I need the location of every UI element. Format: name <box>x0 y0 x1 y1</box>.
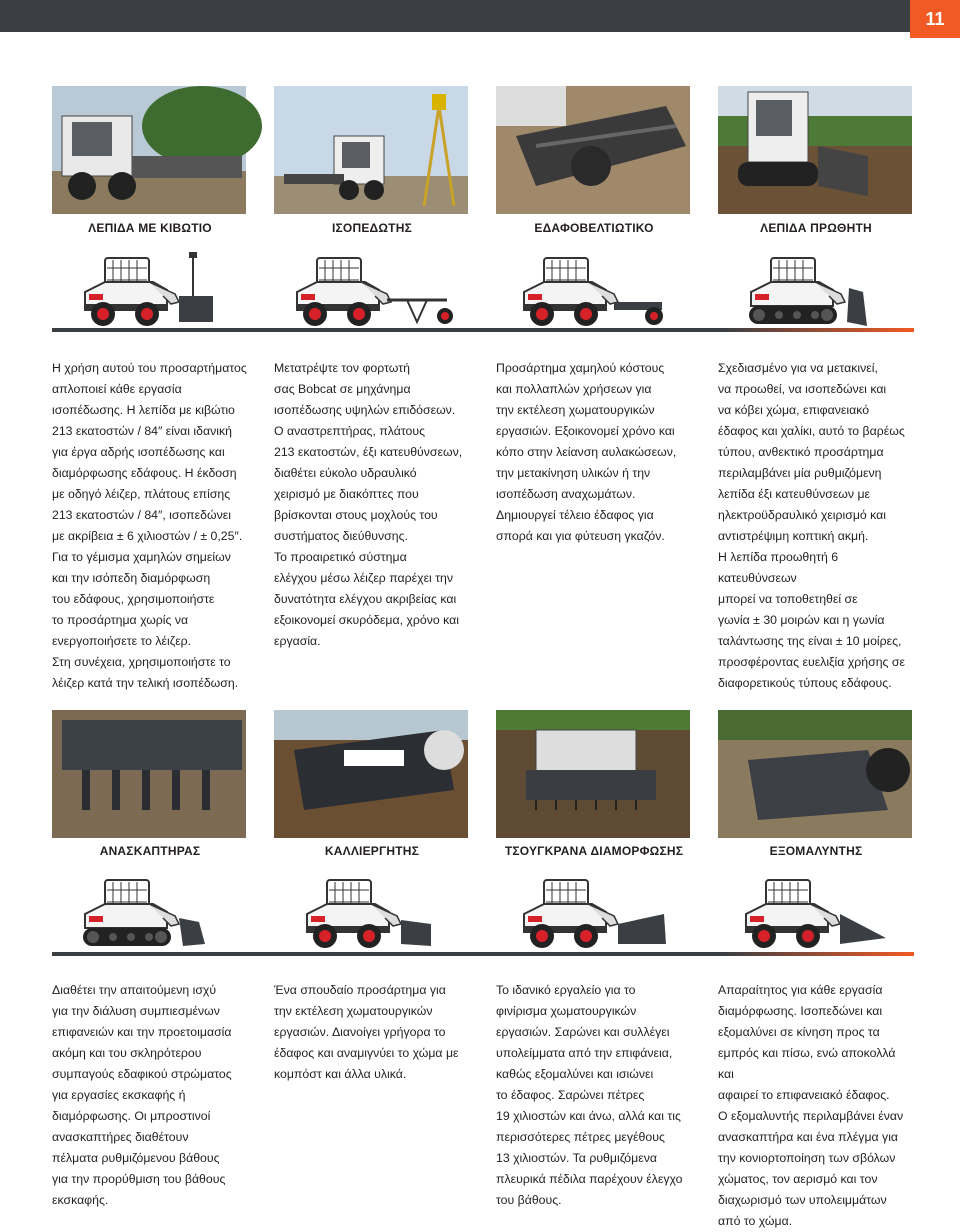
photo-soil-leveler <box>718 710 914 838</box>
text-landscape-rake: Το ιδανικό εργαλείο για το φινίρισμα χωματουργικών εργασιών. Σαρώνει και συλλέγει υπολείμματα από την επιφάνεια, καθώς εξομαλύνει και ισιώνει το έδαφος. Σαρώνει πέτρες 19 χιλιοστών και άνω, αλλά και τις περισσότερες πέτρες μεγέθους 13 χιλιοστών. Τα ρυθμιζόμενα πλευρικά πέδιλα παρέχουν έλεγχο του βάθους. <box>496 983 683 1207</box>
section1-text <box>52 358 914 694</box>
box-blade-photo <box>52 86 246 214</box>
label-cultivator: ΚΑΛΛΙΕΡΓΗΤΗΣ <box>324 844 420 858</box>
text-soil-leveler: Απαραίτητος για κάθε εργασία διαμόρφωσης. Ισοπεδώνει και εξομαλύνει σε κίνηση προς τα εμπρός και πίσω, ενώ αποκολλά και αφαιρεί το επιφανειακό έδαφος. Ο εξομαλυντής περιλαμβάνει έναν ανασκαπτήρα και ένα πλέγμα για την κονιορτοποίηση των σβόλων χώματος, τον αερισμό και τον διαχωρισμό των υπολειμμάτων από το χώμα. <box>718 983 904 1228</box>
landscape-rake-diagram <box>496 874 692 950</box>
grader-photo <box>274 86 468 214</box>
photo-landscape-rake <box>496 710 692 838</box>
grader-diagram <box>274 252 470 328</box>
label-soil-leveler: ΕΞΟΜΑΛΥΝΤΗΣ <box>769 844 863 858</box>
cultivator-photo <box>274 710 468 838</box>
text-tiller: Διαθέτει την απαιτούμενη ισχύ για την διάλυση συμπιεσμένων επιφανειών και την προετοιμασία ακόμη και του σκληρότερου συμπαγούς εδαφικού στρώματος για εργασίες εκσκαφής ή διαμόρφωσης. Οι μπροστινοί ανασκαπτήρες διαθέτουν πέλματα ρυθμιζόμενου βάθους για την προρύθμιση του βάθους εκσκαφής. <box>52 983 232 1207</box>
soil-leveler-diagram <box>718 874 914 950</box>
landscape-rake-photo <box>496 710 690 838</box>
text-dozer-blade: Σχεδιασμένο για να μετακινεί, να προωθεί, να ισοπεδώνει και να κόβει χώμα, επιφανειακό έδαφος και χαλίκι, αυτό το βαρέως τύπου, ανθεκτικό προσάρτημα περιλαμβάνει μία ρυθμιζόμενη λεπίδα έξι κατευθύνσεων με ηλεκτροϋδραυλικό χειρισμό και αντιστρέψιμη κοπτική ακμή. Η λεπίδα προωθητή 6 κατευθύνσεων μπορεί να τοποθετηθεί σε γωνία ± 30 μοιρών και η γωνία ταλάντωσης της είναι ± 10 μοίρες, προσφέροντας ευελιξία χρήσης σε διαφορετικούς τύπους εδάφους. <box>718 361 905 690</box>
text-cultivator: Ένα σπουδαίο προσάρτημα για την εκτέλεση χωματουργικών εργασιών. Διανοίγει γρήγορα το έδαφος και αναμιγνύει το χώμα με κομπόστ και άλλα υλικά. <box>274 983 459 1081</box>
label-dozer-blade: ΛΕΠΙΔΑ ΠΡΩΘΗΤΗ <box>760 221 872 235</box>
divider-1 <box>52 328 914 332</box>
section1-labels <box>52 221 914 235</box>
text-grader: Μετατρέψτε τον φορτωτή σας Bobcat σε μηχάνημα ισοπέδωσης υψηλών επιδόσεων. Ο αναστρεπτήρας, πλάτους 213 εκατοστών, έξι κατευθύνσεων, διαθέτει εύκολο υδραυλικό χειρισμό με διακόπτες που βρίσκονται στους μοχλούς του συστήματος διεύθυνσης. Το προαιρετικό σύστημα ελέγχου μέσω λέιζερ παρέχει την δυνατότητα ελέγχου ακριβείας και εξοικονομεί σκυρόδεμα, χρόνο και εργασία. <box>274 361 463 648</box>
photo-cultivator <box>274 710 470 838</box>
dozer-blade-photo <box>718 86 912 214</box>
label-soil-conditioner: ΕΔΑΦΟΒΕΛΤΙΩΤΙΚΟ <box>534 221 654 235</box>
section2-diagrams <box>52 874 914 950</box>
label-box-blade: ΛΕΠΙΔΑ ΜΕ ΚΙΒΩΤΙΟ <box>88 221 212 235</box>
section1-photos <box>52 86 914 214</box>
section2-labels <box>52 844 914 858</box>
page-number: 11 <box>910 0 960 38</box>
tiller-photo <box>52 710 246 838</box>
cultivator-diagram <box>274 874 470 950</box>
section2-text <box>52 980 914 1232</box>
text-box-blade: Η χρήση αυτού του προσαρτήματος απλοποιεί κάθε εργασία ισοπέδωσης. Η λεπίδα με κιβώτιο 213 εκατοστών / 84″ είναι ιδανική για έργα αδρής ισοπέδωσης και διαμόρφωσης εδάφους. Η έκδοση με οδηγό λέιζερ, πλάτους επίσης 213 εκατοστών / 84″, ισοπεδώνει με ακρίβεια ± 6 χιλιοστών / ± 0,25″. Για το γέμισμα χαμηλών σημείων και την ισόπεδη διαμόρφωση του εδάφους, χρησιμοποιήστε το προσάρτημα χωρίς να ενεργοποιήσετε το λέιζερ. Στη συνέχεια, χρησιμοποιήστε το λέιζερ κατά την τελική ισοπέδωση. <box>52 361 247 690</box>
divider-2 <box>52 952 914 956</box>
tiller-diagram <box>52 874 248 950</box>
photo-dozer-blade <box>718 86 914 214</box>
section1-diagrams <box>52 252 914 328</box>
soil-conditioner-photo <box>496 86 690 214</box>
box-blade-diagram <box>52 252 248 328</box>
photo-grader <box>274 86 470 214</box>
text-soil-conditioner: Προσάρτημα χαμηλού κόστους και πολλαπλών χρήσεων για την εκτέλεση χωματουργικών εργασιών. Εξοικονομεί χρόνο και κόπο στην λείανση αυλακώσεων, την μετακίνηση υλικών ή την ισοπέδωση αναχωμάτων. Δημιουργεί τέλειο έδαφος για σπορά και για φύτευση γκαζόν. <box>496 361 677 543</box>
label-tiller: ΑΝΑΣΚΑΠΤΗΡΑΣ <box>99 844 201 858</box>
soil-leveler-photo <box>718 710 912 838</box>
label-grader: ΙΣΟΠΕΔΩΤΗΣ <box>332 221 412 235</box>
soil-conditioner-diagram <box>496 252 692 328</box>
photo-box-blade <box>52 86 248 214</box>
photo-tiller <box>52 710 248 838</box>
label-landscape-rake: ΤΣΟΥΓΚΡΑΝΑ ΔΙΑΜΟΡΦΩΣΗΣ <box>504 844 684 858</box>
dozer-blade-diagram <box>718 252 914 328</box>
section2-photos <box>52 710 914 838</box>
top-bar <box>0 0 960 32</box>
photo-soil-conditioner <box>496 86 692 214</box>
